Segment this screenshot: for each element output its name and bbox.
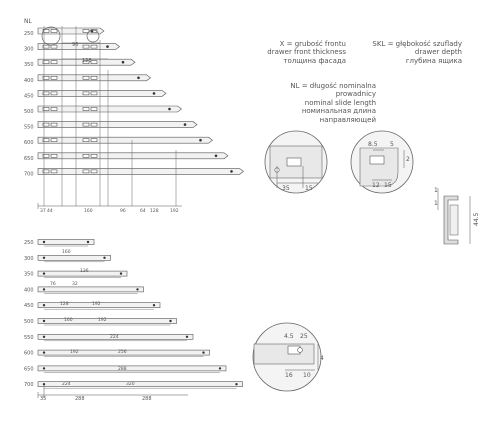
top-row-length-label: 700 [24,171,34,178]
front-hole [43,241,45,243]
top-slide-row [24,106,182,115]
bottom-inline-dim: 160 [62,250,71,255]
detail-c-dim-16: 16 [285,372,293,379]
slot-hole [51,108,57,111]
top-slide-bar [38,106,182,112]
top-row-length-label: 550 [24,124,34,131]
top-chain-dim: 37 [40,209,46,214]
detail-a-dim-35: 35 [282,185,290,192]
legend-x-en: drawer front thickness [267,48,346,57]
end-hole [153,304,155,306]
top-row-length-label: 350 [24,62,34,69]
bottom-inline-dim: 192 [70,350,79,355]
legend-nl-en: nominal slide length [304,98,376,107]
top-slide-row [24,168,244,177]
legend-skl-en: drawer depth [414,48,462,57]
bottom-slide-bar [38,366,226,371]
end-hole [199,139,202,142]
slot-hole [51,76,57,79]
slot-hole [51,45,57,48]
bottom-slide-row [24,240,94,247]
legend-nl [250,82,376,124]
detail-b-dim-12: 12 [372,182,380,189]
top-slide-row [24,90,166,99]
end-hole [186,336,188,338]
top-slide-row [24,28,104,37]
front-hole [43,272,45,274]
legend-nl-ru1: номинальная длина [301,107,376,116]
top-slide-row [24,122,197,131]
bottom-row-length-label: 300 [24,255,34,262]
nl-axis-label: NL [24,18,32,25]
end-hole [215,155,218,158]
slot-hole [91,76,97,79]
top-row-length-label: 400 [24,77,34,84]
slot-hole [83,45,89,48]
top-slide-row [24,59,135,68]
bottom-slide-bar [38,255,111,260]
slot-hole [51,170,57,173]
profile-dim-1a: 1 [434,187,438,194]
top-slide-bar [38,137,213,143]
bottom-row-length-label: 650 [24,366,34,373]
slot-hole [51,154,57,157]
slot-hole [91,154,97,157]
top-slide-diagram [24,18,244,214]
slot-hole [91,139,97,142]
slot-hole [51,30,57,33]
slot-hole [83,108,89,111]
top-slide-row [24,75,151,84]
bottom-dim-288b: 288 [142,396,152,402]
top-chain-dim: 160 [84,209,93,214]
end-hole [169,320,171,322]
bottom-slide-row [24,287,144,294]
top-row-length-label: 250 [24,31,34,37]
slot-hole [91,92,97,95]
bottom-row-length-label: 350 [24,271,34,278]
front-hole [43,304,45,306]
bottom-slide-row [24,255,111,261]
end-hole [103,257,105,259]
end-hole [219,367,221,369]
top-row-length-label: 650 [24,155,34,162]
slot-hole [51,139,57,142]
legend-nl-ru2: направляющей [319,115,376,124]
top-chain-dim: 96 [120,209,126,214]
slide-profile-section [434,187,480,244]
legend-x [262,40,346,65]
legend-x-pl: X = grubość frontu [279,40,346,48]
bottom-inline-dim: 224 [110,335,119,340]
top-row-length-label: 300 [24,46,34,53]
end-hole [122,61,125,64]
top-chain-dim: 128 [150,209,159,214]
top-dim-96: 96 [72,42,79,48]
top-row-length-label: 600 [24,140,34,147]
bottom-inline-dim: 224 [62,382,71,387]
end-hole [202,351,204,353]
detail-front-hole [265,131,327,193]
top-chain-dim: 44 [47,209,53,214]
slot-hole [91,170,97,173]
bottom-row-length-label: 450 [24,303,34,310]
detail-b-dim-8-5: 8.5 [368,141,378,148]
top-dim-128: 128 [82,58,92,64]
detail-rear-bracket [253,323,324,391]
bottom-inline-dim: 136 [80,269,89,274]
slot-hole [51,61,57,64]
legend-skl [358,40,462,65]
bottom-inline-dim: 76 [50,282,56,287]
bottom-row-length-label: 400 [24,287,34,294]
end-hole [120,272,122,274]
bottom-inline-dim: 32 [72,282,78,287]
top-slide-row [24,153,228,162]
bottom-inline-dim: 256 [118,350,127,355]
top-row-length-label: 450 [24,93,34,100]
legend-skl-pl: SKL = głębokość szuflady [372,40,462,48]
slot-hole [91,108,97,111]
slot-hole [91,123,97,126]
bottom-slide-row [24,334,193,341]
end-hole [106,45,109,48]
bottom-row-length-label: 600 [24,350,34,357]
slot-hole [83,92,89,95]
detail-c-dim-4: 4 [320,355,324,362]
front-hole [43,336,45,338]
bottom-inline-dim: 128 [60,302,69,307]
bottom-inline-dim: 192 [98,318,107,323]
bottom-row-length-label: 250 [24,240,34,246]
front-hole [43,257,45,259]
slot-hole [83,123,89,126]
top-guide-lines [44,26,176,206]
detail-rear-hole [351,131,413,193]
legend-skl-ru: глубина ящика [405,56,462,65]
front-hole [43,288,45,290]
front-hole [43,367,45,369]
slot-hole [83,139,89,142]
profile-dim-44-5: 44.5 [473,212,480,226]
detail-c-dim-4-5: 4.5 [284,333,294,340]
bottom-inline-dim: 160 [64,318,73,323]
end-hole [230,170,233,173]
legend-x-ru: толщина фасада [283,56,346,65]
slot-hole [91,61,97,64]
detail-b-dim-2: 2 [406,156,410,163]
bottom-inline-dim: 192 [92,302,101,307]
bottom-slide-bar [38,240,94,245]
end-hole [153,92,156,95]
bottom-slide-row [24,271,127,278]
bottom-slide-row [24,350,210,357]
end-hole [87,241,89,243]
detail-c-dim-10: 10 [303,372,311,379]
top-row-length-label: 500 [24,109,34,115]
end-hole [168,108,171,111]
bottom-slide-bar [38,319,177,324]
top-slide-bar [38,153,228,159]
end-hole [136,288,138,290]
detail-b-dim-5: 5 [390,141,394,148]
slot-hole [83,76,89,79]
slot-hole [51,92,57,95]
bottom-slide-bar [38,287,144,292]
bottom-inline-dim: 320 [126,382,135,387]
bottom-dim-288a: 288 [75,396,85,402]
bottom-dim-35: 35 [40,396,47,402]
slot-hole [91,45,97,48]
bottom-row-length-label: 700 [24,382,34,389]
top-slide-bar [38,168,244,174]
detail-c-dim-25: 25 [300,333,308,340]
detail-b-dim-15: 15 [384,182,392,189]
slot-hole [83,154,89,157]
top-chain-dim: 192 [170,209,179,214]
detail-a-dim-15: 15 [305,185,313,192]
end-hole [235,383,237,385]
bottom-inline-dim: 288 [118,367,127,372]
end-hole [137,77,140,80]
top-dimension-chain [38,203,182,209]
bottom-row-length-label: 500 [24,319,34,325]
front-hole [43,320,45,322]
bottom-row-length-label: 550 [24,334,34,341]
front-hole [43,351,45,353]
end-hole [184,123,187,126]
slot-hole [83,170,89,173]
bottom-slide-diagram [24,240,243,403]
top-slide-row [24,137,213,146]
profile-dim-1b: 1 [434,200,438,207]
top-chain-dim: 64 [140,209,146,214]
legend-nl-pl: NL = długość nominalna prowadnicy [290,82,376,99]
slot-hole [51,123,57,126]
